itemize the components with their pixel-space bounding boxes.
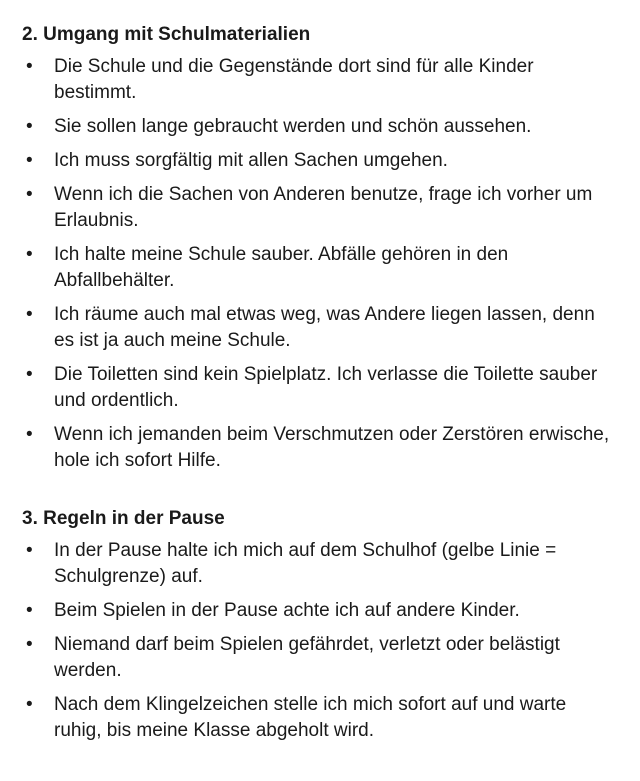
rule-text: Nach dem Klingelzeichen stelle ich mich sofort auf und warte ruhig, bis meine Klasse abgeholt wird. bbox=[54, 694, 567, 741]
rule-item bbox=[22, 692, 610, 744]
rule-text: Niemand darf beim Spielen gefährdet, verletzt oder belästigt werden. bbox=[54, 634, 560, 681]
section-title: 3. Regeln in der Pause bbox=[22, 508, 225, 529]
rule-text: In der Pause halte ich mich auf dem Schulhof (gelbe Linie = Schulgrenze) auf. bbox=[54, 540, 557, 587]
bullet-icon: • bbox=[26, 634, 33, 655]
bullet-icon: • bbox=[26, 244, 33, 265]
rule-item bbox=[22, 242, 610, 294]
rule-item bbox=[22, 182, 610, 234]
rule-text: Die Schule und die Gegenstände dort sind für alle Kinder bestimmt. bbox=[54, 56, 534, 103]
bullet-icon: • bbox=[26, 424, 33, 445]
rule-text: Wenn ich die Sachen von Anderen benutze, frage ich vorher um Erlaubnis. bbox=[54, 184, 593, 231]
rule-text: Sie sollen lange gebraucht werden und schön aussehen. bbox=[54, 116, 532, 137]
rule-text: Ich muss sorgfältig mit allen Sachen umgehen. bbox=[54, 150, 448, 171]
rule-item bbox=[22, 114, 610, 140]
rule-item bbox=[22, 422, 610, 474]
rule-item bbox=[22, 302, 610, 354]
bullet-icon: • bbox=[26, 304, 33, 325]
rule-text: Die Toiletten sind kein Spielplatz. Ich verlasse die Toilette sauber und ordentlich. bbox=[54, 364, 598, 411]
rule-item bbox=[22, 538, 610, 590]
bullet-icon: • bbox=[26, 694, 33, 715]
bullet-icon: • bbox=[26, 116, 33, 137]
section-pause bbox=[22, 506, 610, 744]
rule-text: Ich räume auch mal etwas weg, was Andere liegen lassen, denn es ist ja auch meine Schule. bbox=[54, 304, 595, 351]
rule-item bbox=[22, 362, 610, 414]
bullet-icon: • bbox=[26, 600, 33, 621]
rule-text: Wenn ich jemanden beim Verschmutzen oder Zerstören erwische, hole ich sofort Hilfe. bbox=[54, 424, 610, 471]
bullet-icon: • bbox=[26, 184, 33, 205]
section-title: 2. Umgang mit Schulmaterialien bbox=[22, 24, 311, 45]
section-schulmaterialien bbox=[22, 22, 610, 474]
rule-item bbox=[22, 148, 610, 174]
bullet-icon: • bbox=[26, 56, 33, 77]
rule-text: Beim Spielen in der Pause achte ich auf andere Kinder. bbox=[54, 600, 520, 621]
bullet-icon: • bbox=[26, 364, 33, 385]
bullet-icon: • bbox=[26, 150, 33, 171]
rule-text: Ich halte meine Schule sauber. Abfälle gehören in den Abfallbehälter. bbox=[54, 244, 509, 291]
rule-item bbox=[22, 598, 610, 624]
rule-item bbox=[22, 632, 610, 684]
bullet-icon: • bbox=[26, 540, 33, 561]
rule-list bbox=[22, 54, 610, 474]
rule-list bbox=[22, 538, 610, 744]
rule-item bbox=[22, 54, 610, 106]
